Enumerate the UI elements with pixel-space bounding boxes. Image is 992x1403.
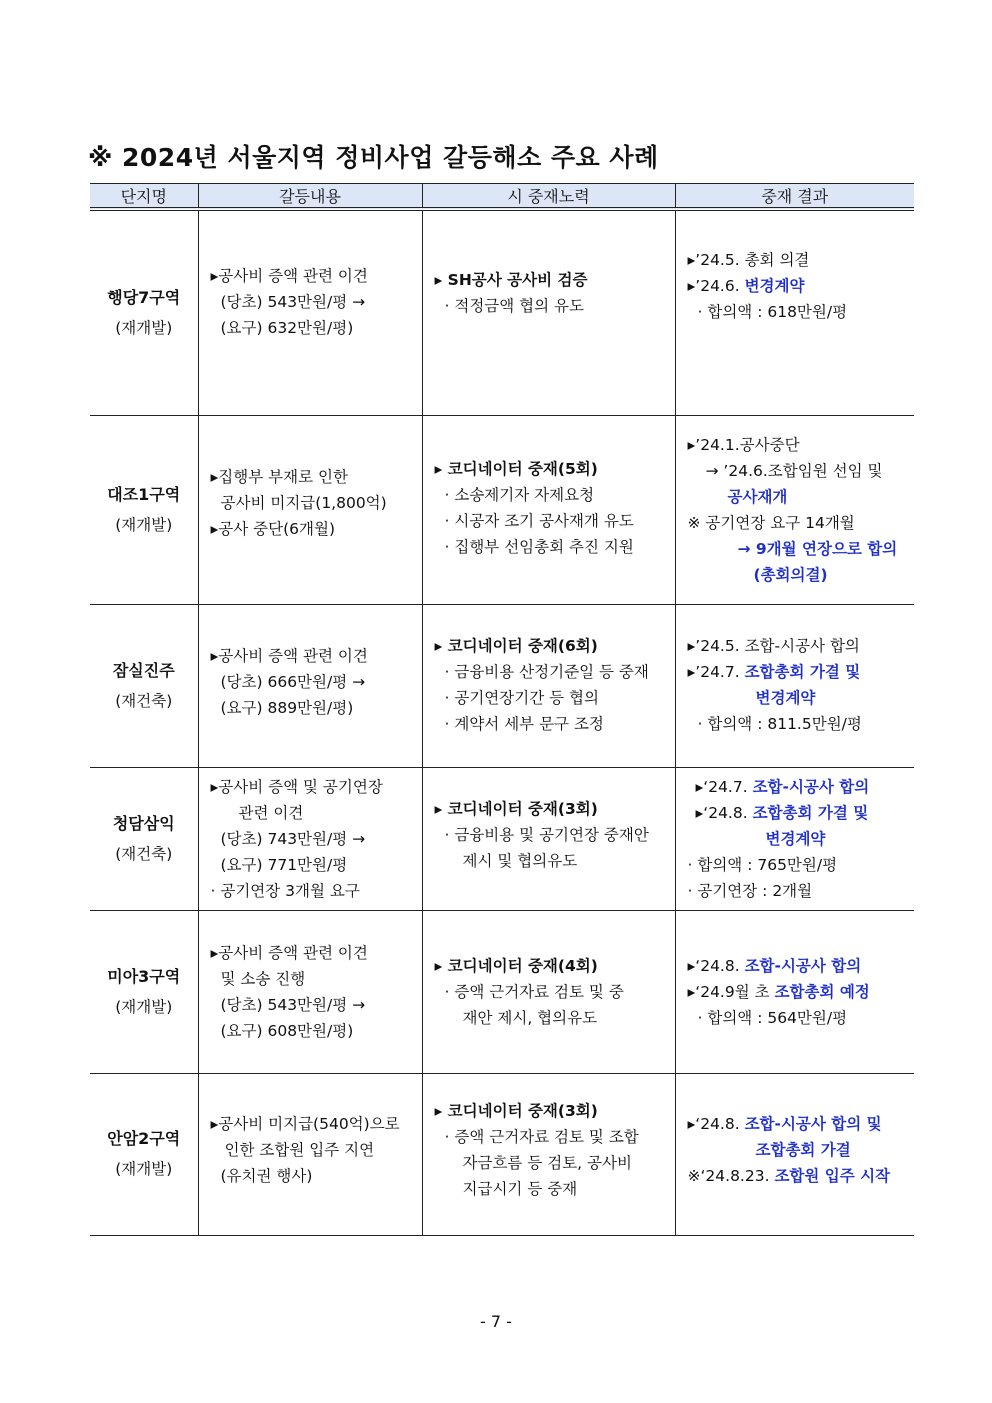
conflict-line: (유치권 행사) — [220, 1167, 313, 1185]
conflict-line: (당초) 543만원/평 → — [220, 995, 366, 1014]
table-row — [90, 1073, 914, 1235]
conflict-line: (당초) 743만원/평 → — [220, 829, 366, 848]
header-complex: 단지명 — [90, 184, 198, 210]
effort-line: · 적정금액 협의 유도 — [444, 296, 584, 315]
effort-line: 재안 제시, 협의유도 — [462, 1008, 598, 1027]
result-line: ▸’24.1.공사중단 — [687, 435, 800, 454]
complex-cell — [90, 910, 198, 1073]
header-result: 중재 결과 — [675, 184, 914, 210]
conflict-line: 관련 이견 — [238, 803, 304, 822]
conflict-line: (당초) 666만원/평 → — [220, 672, 366, 691]
effort-cell — [422, 209, 675, 415]
table-row — [90, 415, 914, 604]
complex-name: 대조1구역 — [107, 484, 181, 504]
complex-cell — [90, 209, 198, 415]
project-type: (재개발) — [115, 997, 173, 1016]
effort-cell — [422, 604, 675, 767]
effort-line: ▸ 코디네이터 중재(6회) — [434, 636, 598, 655]
result-line: ▸‘24.8. 조합-시공사 합의 — [687, 956, 862, 975]
result-line: 공사재개 — [727, 487, 788, 506]
conflict-line: · 공기연장 3개월 요구 — [210, 881, 360, 900]
effort-line: · 공기연장기간 등 협의 — [444, 688, 599, 707]
result-line: ▸‘24.7. 조합-시공사 합의 — [695, 777, 870, 796]
complex-name: 청담삼익 — [112, 813, 175, 833]
result-cell — [675, 604, 914, 767]
result-line: ※ 공기연장 요구 14개월 — [687, 513, 855, 532]
result-line: ▸’24.7. 조합총회 가결 및 — [687, 662, 861, 681]
result-line: (총회의결) — [753, 565, 828, 584]
effort-line: · 시공자 조기 공사재개 유도 — [444, 511, 634, 530]
conflict-line: ▸공사비 증액 관련 이견 — [210, 943, 368, 962]
result-line: 조합총회 가결 — [755, 1141, 851, 1159]
effort-line: · 집행부 선임총회 추진 지원 — [444, 537, 634, 556]
effort-line: ▸ SH공사 공사비 검증 — [434, 270, 588, 289]
effort-line: 제시 및 협의유도 — [462, 851, 578, 870]
mediation-cases-table — [90, 183, 914, 1236]
result-cell — [675, 767, 914, 910]
conflict-line: 인한 조합원 입주 지연 — [224, 1141, 375, 1159]
result-line: · 합의액 : 564만원/평 — [697, 1008, 848, 1027]
table-row — [90, 604, 914, 767]
project-type: (재개발) — [115, 1160, 173, 1178]
result-line: ▸’24.5. 조합-시공사 합의 — [687, 636, 860, 655]
conflict-line: (요구) 771만원/평 — [220, 855, 348, 874]
complex-name: 행당7구역 — [107, 287, 181, 307]
conflict-line: ▸공사비 증액 관련 이견 — [210, 266, 368, 285]
effort-line: ▸ 코디네이터 중재(3회) — [434, 1102, 598, 1120]
effort-line: · 소송제기자 자제요청 — [444, 485, 595, 504]
result-line: 변경계약 — [755, 688, 816, 707]
effort-line: ▸ 코디네이터 중재(3회) — [434, 799, 598, 818]
complex-cell — [90, 415, 198, 604]
header-conflict: 갈등내용 — [198, 184, 422, 210]
result-line: → 9개월 연장으로 합의 — [737, 539, 898, 558]
conflict-line: ▸집행부 부재로 인한 — [210, 467, 348, 486]
result-line: · 합의액 : 811.5만원/평 — [697, 714, 862, 733]
conflict-line: ▸공사비 미지급(540억)으로 — [210, 1115, 400, 1133]
conflict-line: 및 소송 진행 — [220, 969, 306, 988]
conflict-line: ▸공사비 증액 및 공기연장 — [210, 777, 383, 796]
effort-line: · 계약서 세부 문구 조정 — [444, 714, 604, 733]
result-line: ※‘24.8.23. 조합원 입주 시작 — [687, 1167, 891, 1185]
conflict-cell — [198, 1073, 422, 1235]
effort-line: · 금융비용 산정기준일 등 중재 — [444, 662, 649, 681]
conflict-cell — [198, 209, 422, 415]
effort-line: 지급시기 등 중재 — [462, 1180, 578, 1198]
table-row — [90, 767, 914, 910]
table-row — [90, 209, 914, 415]
result-line: 변경계약 — [765, 829, 826, 848]
effort-cell — [422, 767, 675, 910]
header-effort: 시 중재노력 — [422, 184, 675, 210]
table-row — [90, 910, 914, 1073]
complex-cell — [90, 767, 198, 910]
table-header-row — [90, 184, 914, 210]
result-cell — [675, 415, 914, 604]
effort-line: ▸ 코디네이터 중재(5회) — [434, 459, 598, 478]
effort-line: 자금흐름 등 검토, 공사비 — [462, 1154, 632, 1172]
effort-line: · 증액 근거자료 검토 및 조합 — [444, 1128, 639, 1146]
project-type: (재건축) — [115, 691, 173, 710]
effort-cell — [422, 910, 675, 1073]
project-type: (재개발) — [115, 318, 173, 337]
complex-name: 안암2구역 — [107, 1129, 181, 1148]
project-type: (재개발) — [115, 515, 173, 534]
effort-line: ▸ 코디네이터 중재(4회) — [434, 956, 598, 975]
result-line: · 합의액 : 618만원/평 — [697, 302, 848, 321]
conflict-line: (요구) 889만원/평) — [220, 698, 354, 717]
result-line: ▸’24.5. 총회 의결 — [687, 250, 810, 269]
page-number: - 7 - — [480, 1312, 512, 1331]
complex-cell — [90, 1073, 198, 1235]
conflict-line: (당초) 543만원/평 → — [220, 292, 366, 311]
effort-cell — [422, 415, 675, 604]
conflict-line: ▸공사비 증액 관련 이견 — [210, 646, 368, 665]
result-line: · 공기연장 : 2개월 — [687, 881, 813, 900]
complex-name: 미아3구역 — [107, 966, 181, 986]
effort-line: · 증액 근거자료 검토 및 중 — [444, 982, 624, 1001]
complex-cell — [90, 604, 198, 767]
complex-name: 잠실진주 — [112, 660, 175, 680]
conflict-line: (요구) 632만원/평) — [220, 318, 354, 337]
result-line: · 합의액 : 765만원/평 — [687, 855, 838, 874]
result-cell — [675, 209, 914, 415]
result-cell — [675, 910, 914, 1073]
result-line: ▸‘24.9월 초 조합총회 예정 — [687, 982, 870, 1001]
conflict-line: (요구) 608만원/평) — [220, 1021, 354, 1040]
conflict-cell — [198, 767, 422, 910]
page-title: ※ 2024년 서울지역 정비사업 갈등해소 주요 사례 — [88, 143, 659, 172]
project-type: (재건축) — [115, 844, 173, 863]
result-line: ▸‘24.8. 조합-시공사 합의 및 — [687, 1115, 882, 1133]
effort-line: · 금융비용 및 공기연장 중재안 — [444, 825, 649, 844]
effort-cell — [422, 1073, 675, 1235]
result-cell — [675, 1073, 914, 1235]
conflict-line: 공사비 미지급(1,800억) — [220, 493, 387, 512]
result-line: → ’24.6.조합임원 선임 및 — [705, 461, 883, 480]
conflict-line: ▸공사 중단(6개월) — [210, 519, 336, 538]
result-line: ▸‘24.8. 조합총회 가결 및 — [695, 803, 869, 822]
conflict-cell — [198, 604, 422, 767]
conflict-cell — [198, 910, 422, 1073]
conflict-cell — [198, 415, 422, 604]
result-line: ▸’24.6. 변경계약 — [687, 276, 805, 295]
